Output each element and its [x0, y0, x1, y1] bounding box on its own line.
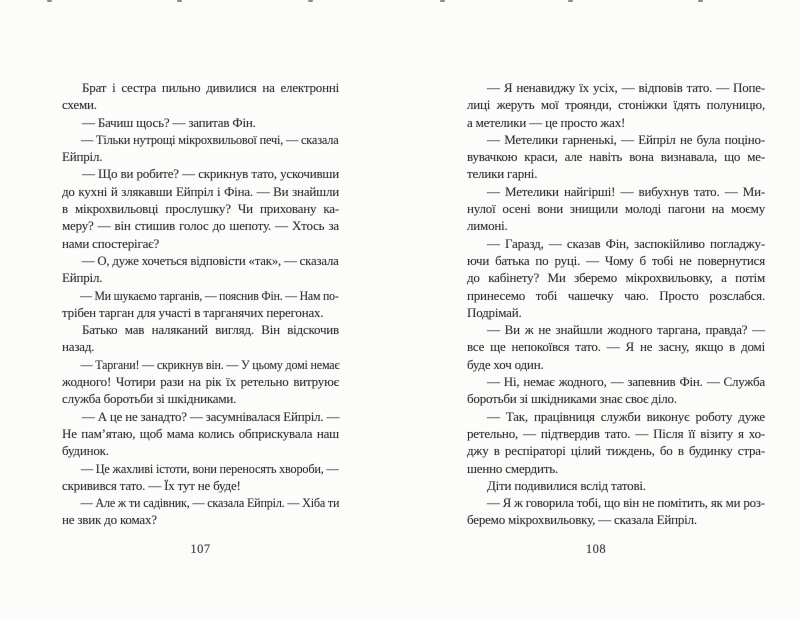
text-line: — Бачиш щось? — запитав Фін.: [82, 114, 256, 130]
text-line: будинок.: [62, 443, 109, 459]
text-line: лимоні.: [467, 218, 508, 234]
text-line: лиці жеруть мої троянди, стоніжки їдять полуницю,: [467, 97, 765, 113]
text-line: — Метелики найгірші! — вибухнув тато. — Ми-: [487, 183, 765, 199]
page-number-right: 108: [585, 542, 607, 556]
text-line: — А це не занадто? — засумнівалася Ейпріл. —: [81, 408, 340, 424]
scan-edge-mark: [177, 0, 182, 2]
text-line: — Таргани! — скрикнув він. — У цьому домі немає: [80, 356, 340, 372]
text-line: — Це жахливі істоти, вони переносять хвороби, —: [80, 460, 339, 476]
text-line: — Я ж говорила тобі, що він не помітить, як ми роз-: [486, 495, 765, 511]
scan-edge-mark: [308, 0, 313, 2]
text-line: боротьби зі шкідниками знає своє діло.: [467, 391, 677, 407]
text-line: до кабінету? Ми зберемо мікрохвильовку, а потім: [467, 270, 765, 286]
text-line: скривився тато. — Їх тут не буде!: [62, 477, 241, 493]
text-line: не звик до комах?: [62, 512, 157, 528]
text-line: — Гаразд, — сказав Фін, заспокійливо погладжу-: [487, 235, 765, 251]
text-line: в мікрохвильовці прослушку? Чи приховану ка-: [62, 201, 339, 217]
scan-edge-mark: [47, 0, 52, 2]
text-line: служба боротьби зі шкідниками.: [62, 391, 237, 407]
scan-edge-mark: [568, 0, 573, 2]
page-number-left: 107: [190, 542, 211, 556]
text-line: ючи батька по руці. — Чому б тобі не повернутися: [467, 252, 765, 268]
text-line: — О, дуже хочеться відповісти «так», — сказала: [81, 252, 339, 268]
text-line: Ейпріл.: [62, 149, 103, 165]
text-line: все ще непокоївся тато. — Я не засну, якщо в домі: [467, 339, 765, 355]
page-right-text-column: [467, 79, 765, 529]
text-line: телики гарні.: [467, 166, 538, 182]
text-line: до кухні й злякавши Ейпріл і Фіна. — Ви знайшли: [62, 183, 339, 199]
text-line: трібен тарган для участі в тарганячих перегонах.: [62, 304, 324, 320]
text-line: нулої осені вони знищили молоді пагони на моєму: [467, 201, 765, 217]
text-line: жодного! Чотири рази на рік їх ретельно витруює: [62, 374, 339, 390]
text-line: беремо мікрохвильовку, — сказала Ейпріл.: [467, 512, 697, 528]
text-line: — Метелики гарненькі, — Ейпріл не була поціно-: [487, 131, 765, 147]
text-line: ретельно, — підтвердив тато. — Після її візиту я хо-: [467, 425, 765, 441]
text-line: назад.: [62, 339, 95, 355]
text-line: Батько мав наляканий вигляд. Він відскочив: [82, 322, 339, 338]
text-line: — Але ж ти садівник, — сказала Ейпріл. — Хіба ти: [80, 495, 340, 511]
text-line: шенно смердить.: [467, 460, 558, 476]
text-line: — Тільки нутрощі мікрохвильової печі, — сказала: [80, 131, 339, 147]
scan-edge-mark: [440, 0, 445, 2]
text-line: — Я ненавиджу їх усіх, — відповів тато. — Попе-: [487, 80, 765, 95]
text-line: — Що ви робите? — скрикнув тато, ускочивши: [82, 166, 339, 182]
text-line: меру? — він стишив голос до шепоту. — Хтось за: [62, 218, 339, 234]
scan-edge-mark: [698, 0, 703, 2]
page-left-text-column: [62, 79, 339, 529]
text-line: — Ми шукаємо тарганів, — пояснив Фін. — Нам по-: [80, 287, 339, 303]
text-line: Не пам’ятаю, щоб мама колись обприскувала наш: [62, 425, 339, 441]
text-line: Діти подивилися вслід татові.: [487, 477, 646, 493]
text-line: — Ні, немає жодного, — запевнив Фін. — Служба: [487, 374, 765, 390]
text-line: — Так, працівниця служби виконує роботу дуже: [487, 408, 765, 424]
text-line: — Ви ж не знайшли жодного таргана, правда? —: [487, 322, 765, 338]
text-line: Ейпріл.: [62, 270, 103, 286]
text-line: джу в респіраторі цілий тиждень, бо в будинку стра-: [467, 443, 765, 459]
text-line: буде хоч один.: [467, 356, 544, 372]
text-line: нами спостерігає?: [62, 235, 160, 251]
text-line: вувачкою краси, але навіть вона визнавала, що ме-: [467, 149, 765, 165]
text-line: Брат і сестра пильно дивилися на електронні: [82, 80, 339, 95]
text-line: а метелики — це просто жах!: [467, 114, 626, 130]
text-line: принесемо тобі чашечку чаю. Просто розслабся.: [467, 287, 765, 303]
text-line: схеми.: [62, 97, 97, 113]
text-line: Подрімай.: [467, 304, 522, 320]
